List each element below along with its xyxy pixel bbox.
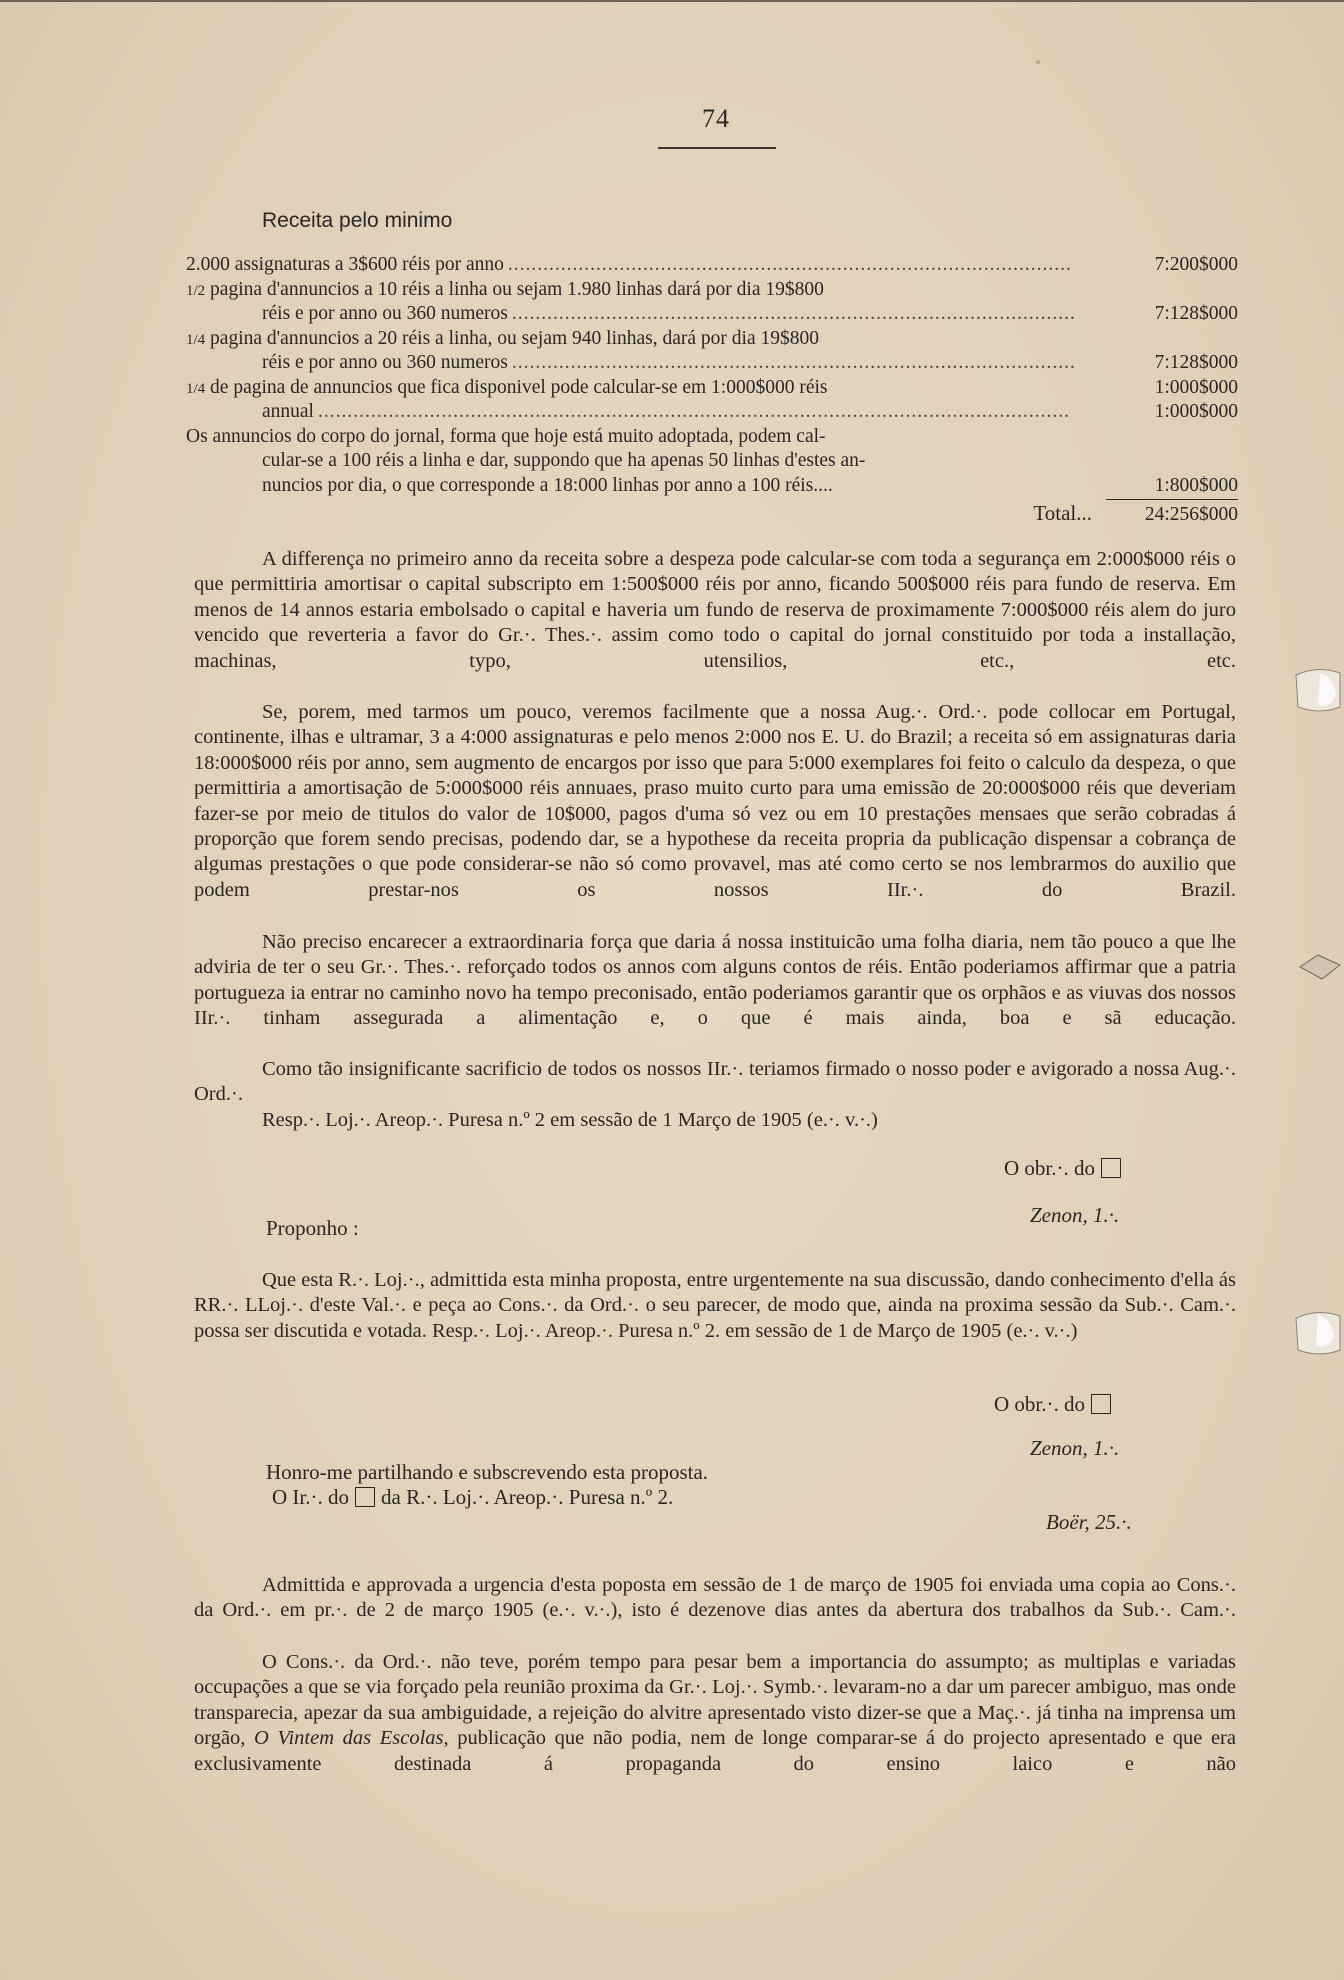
ledger-text-body: pagina d'annuncios a 20 réis a linha, ou sejam 940 linhas, dará por dia 19$800 [210,327,819,349]
ledger-amount: 1:800$000 [1106,474,1238,501]
newspaper-title: O Vintem das Escolas [254,1727,444,1750]
ledger-text: réis e por anno ou 360 numeros [262,303,508,324]
closing-text-end: , publicação que não podia, nem de longe comparar-se á do projecto apresentado e que era exclusivamente destinada á propaganda do ensino laico e não [194,1727,1236,1775]
total-amount: 24:256$000 [1144,504,1238,525]
ledger-row [186,400,1238,425]
fraction: 1/2 [186,282,206,299]
signature-line: O obr.·. do [1004,1156,1095,1180]
ledger-text-body: pagina d'annuncios a 10 réis a linha ou sejam 1.980 linhas dará por dia 19$800 [210,278,824,300]
honro-text-a: O Ir.·. do [272,1485,349,1509]
ledger-text: nuncios por dia, o que corresponde a 18:000 linhas por anno a 100 réis.... [262,474,833,496]
closing-paragraph-1: Admittida e approvada a urgencia d'esta poposta em sessão de 1 de março de 1905 foi enviada uma copia ao Cons.·. da Ord.·. em pr.·. de 2 de março 1905 (e.·. v.·.), isto é dezenove dias antes da abertura dos trabalhos da Sub.·. Cam.·. [194,1574,1236,1622]
signature-name-3: Boër, 25.·. [1046,1510,1132,1534]
binding-hole-mark [1296,945,1344,989]
leader-dots: ................................................................................................ [507,254,1072,275]
ledger-row [186,351,1238,376]
leader-dots: ................................................................................................ [511,303,1076,324]
ledger-amount: 7:128$000 [1154,303,1238,324]
body-paragraph-4: Como tão insignificante sacrificio de todos os nossos IIr.·. teriamos firmado o nosso poder e avigorado a nossa Aug.·. Ord.·. [194,1058,1236,1106]
page-number: 74 [702,104,730,133]
receita-heading: Receita pelo minimo [262,209,453,232]
square-symbol-icon [1091,1394,1111,1414]
square-symbol-icon [1101,1158,1121,1178]
closing-text: O Cons.·. da Ord.·. não teve, porém tempo para pesar bem a importancia do assumpto; as multiplas e variadas occupações a que se via forçado pela reunião proxima da Gr.·. Loj.·. Symb.·. levaram-no a dar um parecer ambiguo, mas onde transparecia, apezar da sua ambiguidade, a rejeição do alvitre apresentado visto dizer-se que a Maç.·. já tinha na imprensa um orgão, [194,1651,1236,1750]
binding-hole-mark [1290,1298,1344,1368]
signature-block-1 [1004,1156,1121,1181]
fraction: 1/4 [186,380,206,397]
ledger-row [186,425,1238,450]
ledger-total-row [186,501,1238,526]
receita-ledger [186,253,1238,526]
total-label: Total... [1033,501,1092,525]
ledger-row [186,253,1238,278]
ledger-text [186,278,824,304]
ledger-text: 2.000 assignaturas a 3$600 réis por anno [186,254,504,275]
ledger-amount: 1:000$000 [1154,401,1238,422]
page-number-rule [658,147,776,149]
ledger-row [186,376,1238,401]
honro-text-b: da R.·. Loj.·. Areop.·. Puresa n.º 2. [381,1485,674,1509]
body-paragraph-5: Resp.·. Loj.·. Areop.·. Puresa n.º 2 em sessão de 1 Março de 1905 (e.·. v.·.) [262,1109,878,1131]
ledger-row [186,278,1238,303]
square-symbol-icon [355,1487,375,1507]
ledger-amount: 1:000$000 [1154,376,1238,398]
ledger-row [186,474,1238,499]
binding-hole-mark [1290,655,1344,725]
leader-dots: ................................................................................................................................ [317,401,1070,422]
closing-paragraph-2 [194,1650,1236,1777]
proponho-label: Proponho : [266,1216,359,1240]
signature-name-1: Zenon, 1.·. [1030,1203,1120,1227]
ledger-text [186,327,819,353]
leader-dots: ................................................................................................ [511,352,1076,373]
signature-line: O obr.·. do [994,1392,1085,1416]
ledger-text-body: de pagina de annuncios que fica disponivel pode calcular-se em 1:000$000 réis [210,376,828,398]
signature-name-2: Zenon, 1.·. [1030,1436,1120,1460]
ledger-text: annual [262,401,314,422]
honro-signature-line [272,1485,673,1510]
ledger-row [186,327,1238,352]
ledger-text: Os annuncios do corpo do jornal, forma que hoje está muito adoptada, podem cal- [186,425,826,447]
signature-block-2 [994,1392,1111,1417]
ledger-text: cular-se a 100 réis a linha e dar, suppondo que ha apenas 50 linhas d'estes an- [262,450,866,471]
ledger-text [186,376,828,402]
body-paragraph-2: Se, porem, med tarmos um pouco, veremos facilmente que a nossa Aug.·. Ord.·. pode collocar em Portugal, continente, ilhas e ultramar, 3 a 4:000 assignaturas e pelo menos 2:000 nos E. U. do Brazil; a receita só em assignaturas daria 18:000$000 réis por anno, sem augmento de encargos por isso que para 5:000 exemplares foi feito o calculo da despeza, o que permittiria a amortisação de 5:000$000 réis annuaes, praso muito curto para uma emissão de 20:000$000 réis que deveriam fazer-se por meio de titulos do valor de 10$000, pagos d'uma só vez ou em 10 prestações mensaes que serão cobradas á proporção que forem sendo precisas, podendo dar, se a hypothese da receita propria da publicação dispensar a cobrança de algumas prestações o que pode considerar-se não só como provavel, mas até como certo se nos lembrarmos do auxilio que podem prestar-nos os nossos IIr.·. do Brazil. [194,701,1236,901]
honro-line: Honro-me partilhando e subscrevendo esta proposta. [266,1460,709,1484]
proposal-paragraph: Que esta R.·. Loj.·., admittida esta minha proposta, entre urgentemente na sua discussão, dando conhecimento d'ella ás RR.·. LLoj.·. d'este Val.·. e peça ao Cons.·. da Ord.·. o seu parecer, de modo que, ainda na proxima sessão da Sub.·. Cam.·. possa ser discutida e votada. Resp.·. Loj.·. Areop.·. Puresa n.º 2. em sessão de 1 de Março de 1905 (e.·. v.·.) [194,1269,1236,1342]
body-paragraph-3: Não preciso encarecer a extraordinaria força que daria á nossa instituicão uma folha diaria, nem tão pouco a que lhe adviria de ter o seu Gr.·. Thes.·. reforçado todos os annos com alguns contos de réis. Então poderiamos affirmar que a patria portugueza ia entrar no caminho novo ha tempo preconisado, então poderiamos garantir que os orphãos e as viuvas dos nossos IIr.·. tinham assegurada a alimentação e, o que é mais ainda, boa e sã educação. [194,931,1236,1030]
fraction: 1/4 [186,331,206,348]
top-edge-line [0,0,1344,2]
ledger-row [186,302,1238,327]
ledger-amount: 7:200$000 [1154,254,1238,275]
body-paragraph-1: A differença no primeiro anno da receita sobre a despeza pode calcular-se com toda a segurança em 2:000$000 réis o que permittiria amortisar o capital subscripto em 1:500$000 réis por anno, ficando 500$000 réis para fundo de reserva. Em menos de 14 annos estaria embolsado o capital e haveria um fundo de reserva de proximamente 7:000$000 réis alem do juro vencido que reverteria a favor do Gr.·. Thes.·. assim como todo o capital do jornal constituido por toda a installação, machinas, typo, utensilios, etc., etc. [194,548,1236,672]
ledger-text: réis e por anno ou 360 numeros [262,352,508,373]
ledger-amount: 7:128$000 [1154,352,1238,373]
paper-speck [1036,60,1040,64]
ledger-row [186,449,1238,474]
